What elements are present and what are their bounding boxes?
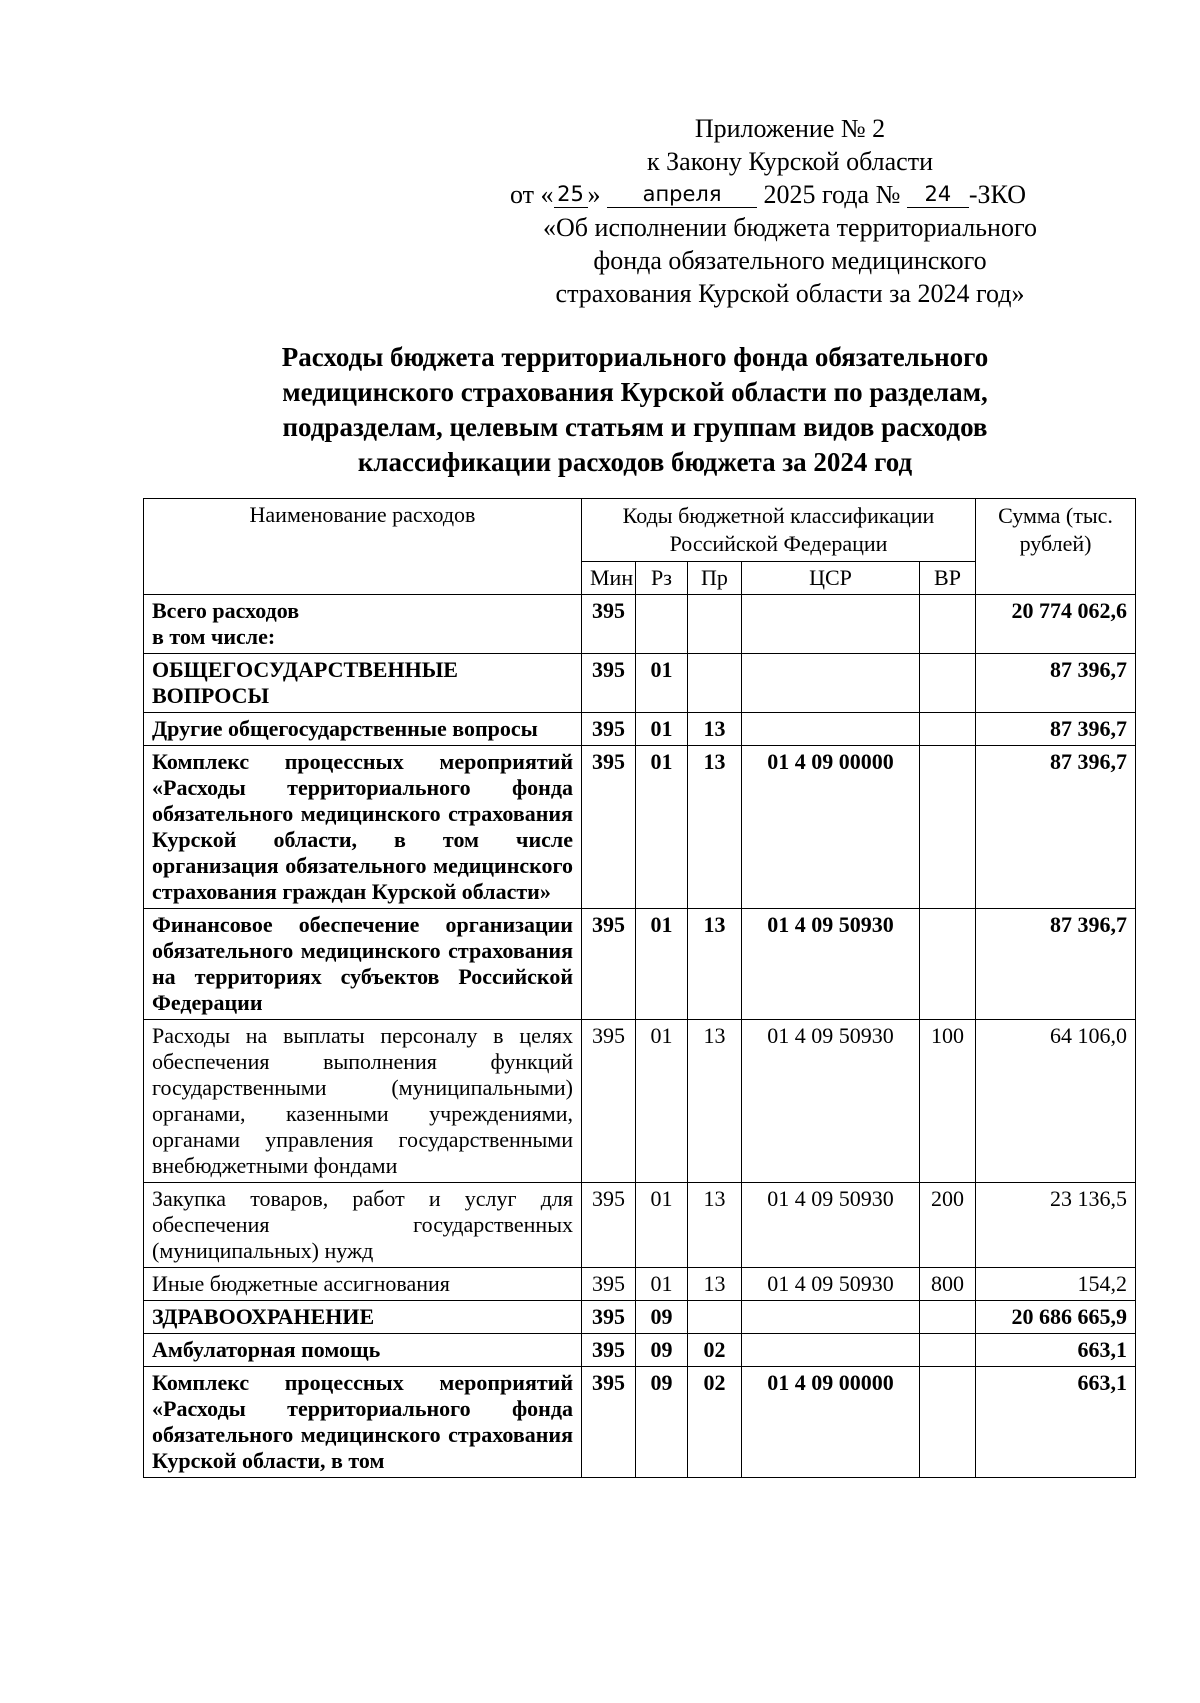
row-vr <box>920 746 976 909</box>
law-reference: к Закону Курской области <box>647 147 933 176</box>
row-pr: 13 <box>688 1268 742 1301</box>
row-pr: 13 <box>688 1020 742 1183</box>
row-rz: 01 <box>636 713 688 746</box>
table-row <box>144 654 1136 713</box>
expenses-table <box>143 498 1136 1478</box>
row-min: 395 <box>582 1183 636 1268</box>
row-csr <box>742 595 920 654</box>
table-row <box>144 1268 1136 1301</box>
row-name: Иные бюджетные ассигнования <box>144 1268 582 1301</box>
row-name: Комплекс процессных мероприятий «Расходы территориального фонда обязательного медицинского страхования Курской области, в том числе организация обязательного медицинского страхования граждан Курской области» <box>144 746 582 909</box>
year-text: 2025 года № <box>763 180 901 209</box>
row-name: Всего расходов в том числе: <box>144 595 582 654</box>
table-row <box>144 1183 1136 1268</box>
row-rz: 01 <box>636 1268 688 1301</box>
law-date-line <box>490 178 1090 211</box>
row-rz: 09 <box>636 1334 688 1367</box>
row-sum: 20 686 665,9 <box>976 1301 1136 1334</box>
row-pr: 02 <box>688 1334 742 1367</box>
row-vr: 100 <box>920 1020 976 1183</box>
header-min: Мин <box>582 562 636 595</box>
row-pr <box>688 595 742 654</box>
title-line-1: Расходы бюджета территориального фонда обязательного <box>281 342 989 372</box>
row-pr: 13 <box>688 713 742 746</box>
row-min: 395 <box>582 713 636 746</box>
day-value: 25 <box>554 181 588 208</box>
row-rz: 09 <box>636 1367 688 1478</box>
row-rz: 01 <box>636 909 688 1020</box>
month-value: апреля <box>607 181 757 208</box>
row-min: 395 <box>582 1020 636 1183</box>
header-pr: Пр <box>688 562 742 595</box>
table-row <box>144 1334 1136 1367</box>
header-rz: Рз <box>636 562 688 595</box>
row-csr <box>742 1334 920 1367</box>
title-line-2: медицинского страхования Курской области по разделам, <box>282 377 988 407</box>
row-sum: 23 136,5 <box>976 1183 1136 1268</box>
row-vr <box>920 1334 976 1367</box>
law-number: 24 <box>907 181 969 208</box>
row-name: Комплекс процессных мероприятий «Расходы территориального фонда обязательного медицинского страхования Курской области, в том <box>144 1367 582 1478</box>
law-title-line-3: страхования Курской области за 2024 год» <box>555 279 1025 308</box>
row-min: 395 <box>582 1301 636 1334</box>
row-csr: 01 4 09 50930 <box>742 909 920 1020</box>
law-suffix: -ЗКО <box>968 180 1027 209</box>
row-min: 395 <box>582 595 636 654</box>
row-min: 395 <box>582 909 636 1020</box>
law-title-line-1: «Об исполнении бюджета территориального <box>543 213 1037 242</box>
row-rz: 01 <box>636 1020 688 1183</box>
row-pr: 13 <box>688 909 742 1020</box>
row-vr <box>920 1367 976 1478</box>
row-name: ОБЩЕГОСУДАРСТВЕННЫЕ ВОПРОСЫ <box>144 654 582 713</box>
row-min: 395 <box>582 746 636 909</box>
header-sum: Сумма (тыс. рублей) <box>976 499 1136 595</box>
document-title <box>200 340 1070 480</box>
row-csr: 01 4 09 00000 <box>742 746 920 909</box>
row-pr: 13 <box>688 1183 742 1268</box>
row-name: Амбулаторная помощь <box>144 1334 582 1367</box>
row-csr: 01 4 09 00000 <box>742 1367 920 1478</box>
header-vr: ВР <box>920 562 976 595</box>
row-name: ЗДРАВООХРАНЕНИЕ <box>144 1301 582 1334</box>
row-sum: 64 106,0 <box>976 1020 1136 1183</box>
table-body <box>144 595 1136 1478</box>
table-row <box>144 1367 1136 1478</box>
row-sum: 87 396,7 <box>976 654 1136 713</box>
row-min: 395 <box>582 1367 636 1478</box>
table-row <box>144 595 1136 654</box>
row-name: Финансовое обеспечение организации обязательного медицинского страхования на территориях субъектов Российской Федерации <box>144 909 582 1020</box>
row-sum: 663,1 <box>976 1367 1136 1478</box>
row-rz: 01 <box>636 1183 688 1268</box>
title-line-4: классификации расходов бюджета за 2024 год <box>357 447 913 477</box>
row-vr <box>920 1301 976 1334</box>
header-csr: ЦСР <box>742 562 920 595</box>
row-csr: 01 4 09 50930 <box>742 1183 920 1268</box>
row-rz: 09 <box>636 1301 688 1334</box>
row-pr: 02 <box>688 1367 742 1478</box>
row-rz <box>636 595 688 654</box>
row-csr <box>742 1301 920 1334</box>
row-csr <box>742 713 920 746</box>
row-rz: 01 <box>636 654 688 713</box>
row-csr: 01 4 09 50930 <box>742 1020 920 1183</box>
row-pr <box>688 654 742 713</box>
row-min: 395 <box>582 1268 636 1301</box>
table-row <box>144 909 1136 1020</box>
row-name: Другие общегосударственные вопросы <box>144 713 582 746</box>
row-vr <box>920 909 976 1020</box>
table-row <box>144 1020 1136 1183</box>
appendix-number: Приложение № 2 <box>694 114 886 143</box>
row-min: 395 <box>582 1334 636 1367</box>
row-sum: 87 396,7 <box>976 746 1136 909</box>
law-title-line-2: фонда обязательного медицинского <box>593 246 987 275</box>
title-line-3: подразделам, целевым статьям и группам видов расходов <box>282 412 988 442</box>
table-row <box>144 713 1136 746</box>
row-vr: 800 <box>920 1268 976 1301</box>
row-name: Закупка товаров, работ и услуг для обеспечения государственных (муниципальных) нужд <box>144 1183 582 1268</box>
row-sum: 87 396,7 <box>976 713 1136 746</box>
row-vr <box>920 654 976 713</box>
header-name: Наименование расходов <box>144 499 582 595</box>
row-sum: 663,1 <box>976 1334 1136 1367</box>
row-vr: 200 <box>920 1183 976 1268</box>
date-mid: » <box>587 180 601 209</box>
row-name: Расходы на выплаты персоналу в целях обеспечения выполнения функций государственными (муниципальными) органами, казенными учреждениями, органами управления государственными внебюджетными фондами <box>144 1020 582 1183</box>
row-pr: 13 <box>688 746 742 909</box>
row-sum: 87 396,7 <box>976 909 1136 1020</box>
row-rz: 01 <box>636 746 688 909</box>
row-csr: 01 4 09 50930 <box>742 1268 920 1301</box>
row-vr <box>920 595 976 654</box>
row-csr <box>742 654 920 713</box>
row-vr <box>920 713 976 746</box>
row-min: 395 <box>582 654 636 713</box>
table-row <box>144 1301 1136 1334</box>
row-sum: 20 774 062,6 <box>976 595 1136 654</box>
header-codes: Коды бюджетной классификации Российской Федерации <box>582 499 976 562</box>
table-row <box>144 746 1136 909</box>
date-prefix: от « <box>510 180 554 209</box>
document-header <box>490 112 1090 310</box>
row-pr <box>688 1301 742 1334</box>
row-sum: 154,2 <box>976 1268 1136 1301</box>
